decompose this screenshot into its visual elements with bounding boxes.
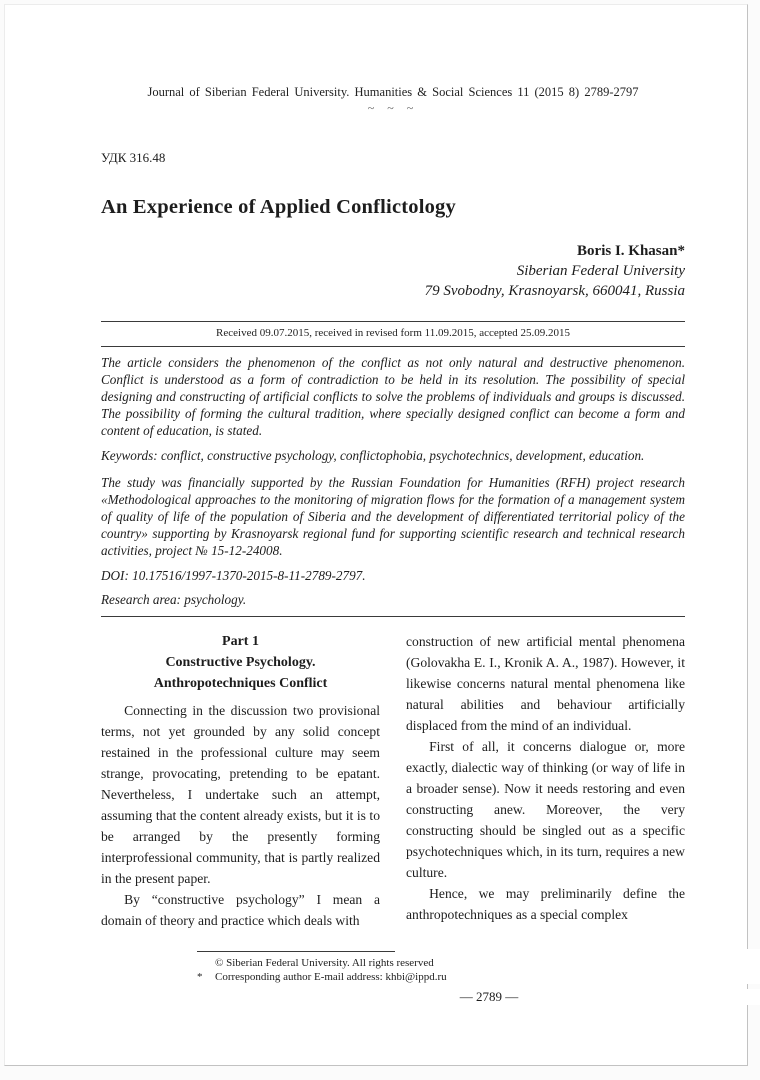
journal-header: Journal of Siberian Federal University. Humanities & Social Sciences 11 (2015 8) 2789-2797 bbox=[147, 85, 639, 99]
doi-text: DOI: 10.17516/1997-1370-2015-8-11-2789-2797. bbox=[101, 568, 366, 583]
author-affiliation: Siberian Federal University bbox=[516, 263, 685, 279]
right-column bbox=[406, 631, 685, 931]
copyright-line: © Siberian Federal University. All rights reserved bbox=[215, 957, 434, 969]
author-block bbox=[101, 241, 685, 301]
research-area-text: Research area: psychology. bbox=[101, 592, 247, 607]
divider-rule bbox=[101, 616, 685, 617]
footnote-block bbox=[197, 949, 760, 984]
body-paragraph: First of all, it concerns dialogue or, more exactly, dialectic way of thinking (or way of life in a broader sense). Now it needs restoring and even constructing anew. Moreover, the very constructing should be singled out as a specific psychotechniques which, in its turn, requires a new culture. bbox=[406, 739, 685, 880]
page-number: — 2789 — bbox=[197, 989, 760, 1005]
left-column bbox=[101, 631, 380, 931]
corresponding-author-line bbox=[197, 970, 760, 984]
body-paragraph: Hence, we may preliminarily define the anthropotechniques as a special complex bbox=[406, 886, 685, 922]
body-paragraph: construction of new artificial mental phenomena (Golovakha E. I., Kronik A. A., 1987). However, it likewise concerns natural mental phenomena like natural abilities and behaviour artificially displaced from the mind of an individual. bbox=[406, 634, 685, 733]
section-heading bbox=[101, 631, 380, 694]
body-paragraph: Connecting in the discussion two provisional terms, not yet grounded by any solid concept restained in the professional culture may seem strange, provocating, pretending to be epatant. Nevertheless, I undertake such an attempt, assuming that the content already exists, but it is to be arranged by the presently forming interprofessional community, that is partly realized in the present paper. bbox=[101, 703, 380, 886]
tilde-divider: ~ ~ ~ bbox=[367, 101, 419, 115]
section-heading-part: Part 1 bbox=[222, 634, 259, 649]
keywords-text: Keywords: conflict, constructive psychology, conflictophobia, psychotechnics, development, education. bbox=[101, 448, 645, 463]
body-columns bbox=[101, 631, 685, 931]
funding-text: The study was financially supported by the Russian Foundation for Humanities (RFH) project research «Methodological approaches to the monitoring of migration flows for the formation of a management system of quality of life of the population of Siberia and the development of differentiated territorial policy of the country» supporting by Krasnoyarsk regional fund for supporting scientific research and technical research activities, project № 15-12-24008. bbox=[101, 475, 685, 558]
section-heading-title-1: Constructive Psychology. bbox=[165, 655, 316, 670]
author-name: Boris I. Khasan* bbox=[577, 243, 685, 259]
author-address: 79 Svobodny, Krasnoyarsk, 660041, Russia bbox=[424, 283, 685, 299]
corresponding-author-text: Corresponding author E-mail address: khbi@ippd.ru bbox=[215, 971, 447, 983]
footnote-marker: * bbox=[197, 971, 203, 983]
article-title: An Experience of Applied Conflictology bbox=[101, 196, 456, 218]
footnote-rule bbox=[197, 951, 395, 952]
section-heading-title-2: Anthropotechniques Conflict bbox=[153, 676, 328, 691]
body-paragraph: By “constructive psychology” I mean a domain of theory and practice which deals with bbox=[101, 892, 380, 928]
paper-page bbox=[4, 4, 748, 1066]
udc-code: УДК 316.48 bbox=[101, 150, 166, 165]
page-content bbox=[101, 5, 685, 1065]
received-line: Received 09.07.2015, received in revised form 11.09.2015, accepted 25.09.2015 bbox=[216, 327, 570, 339]
abstract-text: The article considers the phenomenon of the conflict as not only natural and destructive phenomenon. Conflict is understood as a form of contradiction to be held in its resolution. The possibility of special designing and constructing of artificial conflicts to solve the problems of individuals and groups is discussed. The possibility of forming the cultural tradition, where specially designed conflict can become a form and content of education, is stated. bbox=[101, 355, 685, 438]
received-block bbox=[101, 321, 685, 347]
